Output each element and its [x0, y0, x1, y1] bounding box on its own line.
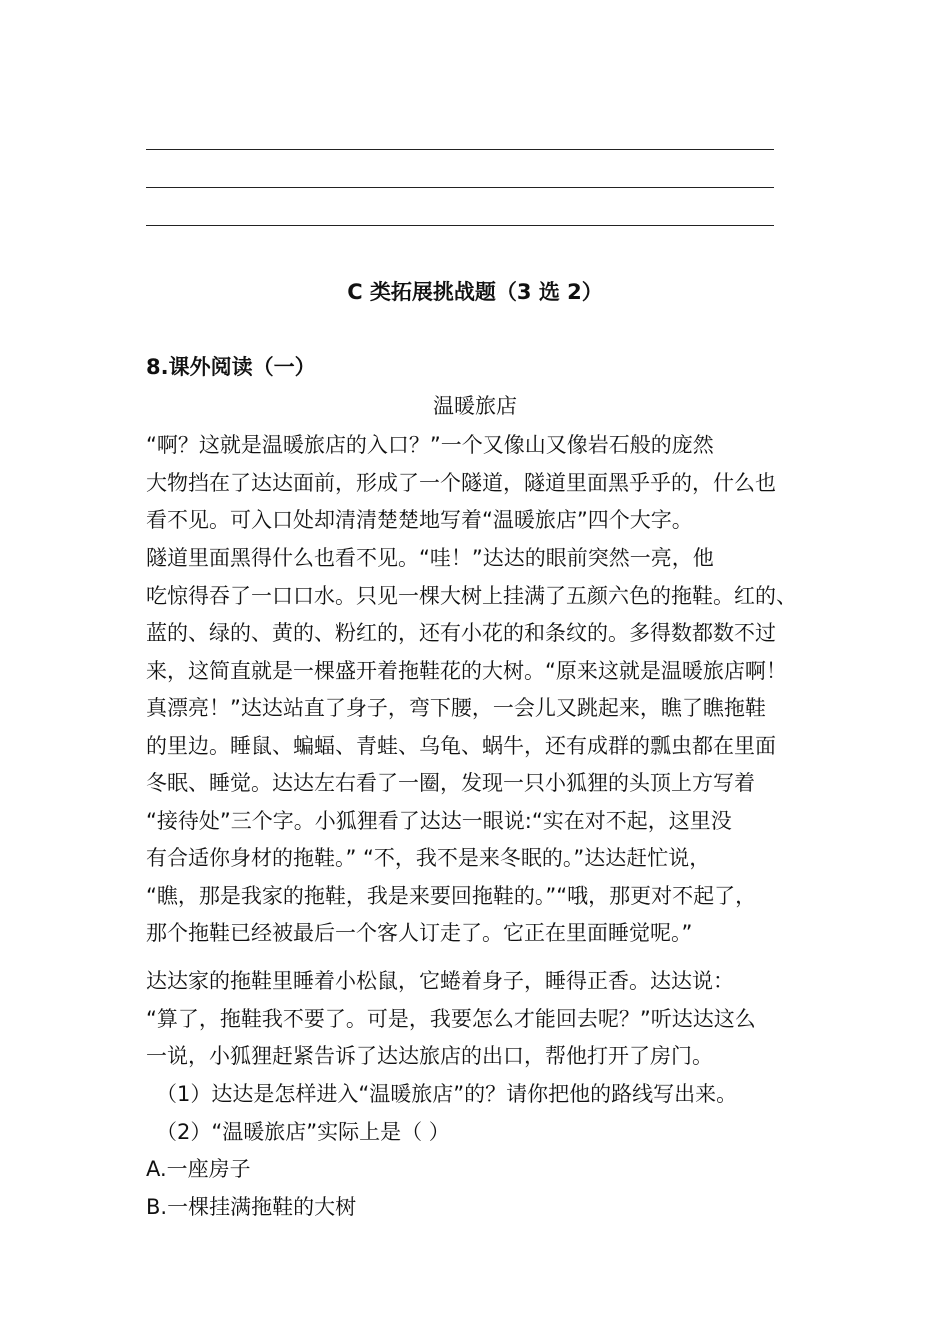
- story-title: 温暖旅店: [433, 394, 517, 418]
- option-a: A.一座房子: [146, 1157, 251, 1181]
- paragraph-line: 一说，小狐狸赶紧告诉了达达旅店的出口，帮他打开了房门。: [146, 1044, 713, 1068]
- paragraph-line: “瞧，那是我家的拖鞋，我是来要回拖鞋的。”“哦，那更对不起了，: [146, 883, 757, 908]
- answer-line-1: [146, 149, 774, 150]
- paragraph-line: 有合适你身材的拖鞋。” “不，我不是来冬眠的。”达达赶忙说，: [146, 846, 711, 870]
- question-1: （1）达达是怎样进入“温暖旅店”的？请你把他的路线写出来。: [156, 1082, 738, 1106]
- paragraph-line: “啊？这就是温暖旅店的入口？”一个又像山又像岩石般的庞然: [146, 433, 714, 457]
- paragraph-line: 冬眠、睡觉。达达左右看了一圈，发现一只小狐狸的头顶上方写着: [146, 771, 755, 795]
- paragraph-line: 达达家的拖鞋里睡着小松鼠，它蜷着身子，睡得正香。达达说：: [146, 969, 734, 993]
- paragraph-line: 大物挡在了达达面前，形成了一个隧道，隧道里面黑乎乎的，什么也: [146, 470, 776, 495]
- paragraph-3: [146, 963, 814, 1076]
- paragraph-line: “接待处”三个字。小狐狸看了达达一眼说:“实在对不起，这里没: [146, 808, 732, 833]
- paragraph-line: 的里边。睡鼠、蝙蝠、青蛙、乌龟、蜗牛，还有成群的瓢虫都在里面: [146, 733, 776, 758]
- paragraph-line: 蓝的、绿的、黄的、粉红的，还有小花的和条纹的。多得数都数不过: [146, 621, 776, 645]
- answer-line-3: [146, 225, 774, 226]
- reading-heading: 8.课外阅读（一）: [146, 355, 316, 379]
- section-title: C 类拓展挑战题（3 选 2）: [347, 280, 603, 304]
- paragraph-line: “算了，拖鞋我不要了。可是，我要怎么才能回去呢？”听达达这么: [146, 1006, 756, 1031]
- option-b: B.一棵挂满拖鞋的大树: [146, 1194, 357, 1219]
- question-list: [146, 1076, 814, 1226]
- paragraph-1: [146, 427, 814, 540]
- paragraph-2: [146, 540, 814, 953]
- answer-line-2: [146, 187, 774, 188]
- paragraph-line: 吃惊得吞了一口口水。只见一棵大树上挂满了五颜六色的拖鞋。红的、: [146, 583, 797, 608]
- paragraph-line: 真漂亮！”达达站直了身子，弯下腰，一会儿又跳起来，瞧了瞧拖鞋: [146, 696, 766, 720]
- paragraph-line: 看不见。可入口处却清清楚楚地写着“温暖旅店”四个大字。: [146, 508, 693, 532]
- paragraph-line: 来，这简直就是一棵盛开着拖鞋花的大树。“原来这就是温暖旅店啊！: [146, 658, 787, 683]
- paragraph-line: 隧道里面黑得什么也看不见。“哇！”达达的眼前突然一亮，他: [146, 546, 714, 570]
- paragraph-line: 那个拖鞋已经被最后一个客人订走了。它正在里面睡觉呢。”: [146, 921, 693, 945]
- question-2: （2）“温暖旅店”实际上是（ ）: [156, 1119, 450, 1144]
